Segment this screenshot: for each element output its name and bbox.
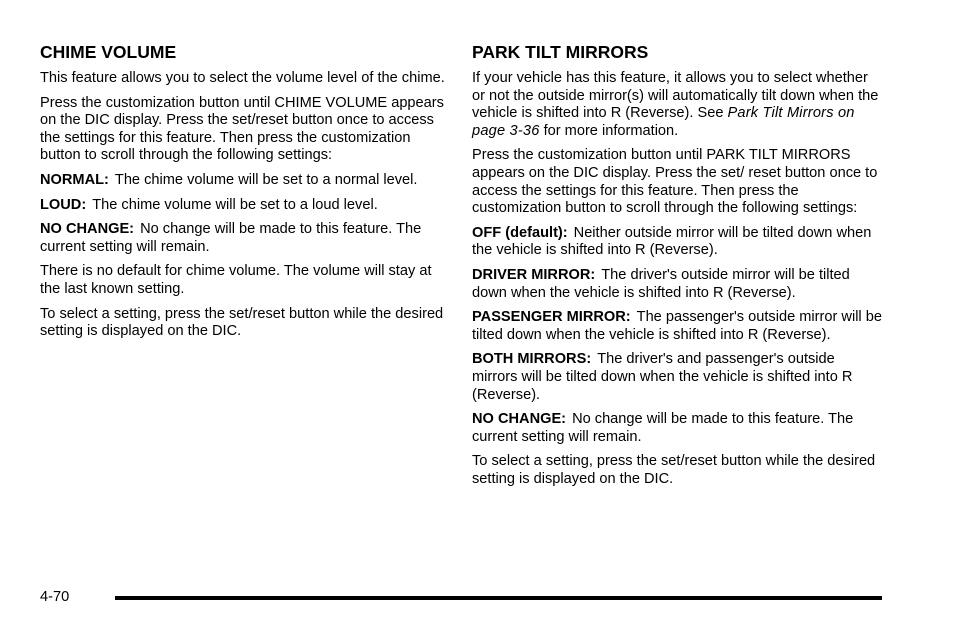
park-tilt-closing: To select a setting, press the set/reset button while the desired setting is displayed on the DIC. (472, 453, 876, 487)
section-heading-chime-volume: CHIME VOLUME (40, 42, 177, 62)
option-term: PASSENGER MIRROR: (472, 309, 631, 326)
intro-text: If your vehicle has this feature, it allows you to select whether or not the outside mirror(s) will automatically tilt down when the vehicle is shifted into R (Reverse). See (472, 70, 879, 122)
option-text: The chime volume will be set to a normal level. (114, 171, 418, 188)
option-text: The passenger's outside mirror will be tilted down when the vehicle is shifted into R (Reverse). (472, 309, 882, 343)
option-text: No change will be made to this feature. The current setting will remain. (40, 221, 422, 255)
option-no-change (40, 221, 448, 256)
option-loud (40, 197, 448, 215)
chime-volume-instructions: Press the customization button until CHIME VOLUME appears on the DIC display. Press the set/reset button once to access the settings for this feature. Then press the customization button to scroll through the following settings: (40, 94, 444, 164)
right-column (472, 40, 882, 495)
option-term: NO CHANGE: (40, 221, 135, 238)
page-number: 4-70 (40, 589, 70, 605)
park-tilt-instructions: Press the customization button until PARK TILT MIRRORS appears on the DIC display. Press the set/ reset button once to access the settings for this feature. Then press the customization button to scroll through the following settings: (472, 147, 878, 217)
option-text: The chime volume will be set to a loud level. (92, 196, 378, 213)
option-no-change (472, 411, 882, 446)
option-both-mirrors (472, 351, 882, 404)
footer-divider (115, 596, 882, 600)
option-off-default (472, 225, 882, 260)
option-text: The driver's outside mirror will be tilted down when the vehicle is shifted into R (Reverse). (472, 266, 850, 301)
chime-volume-intro: This feature allows you to select the volume level of the chime. (40, 70, 445, 86)
section-heading-park-tilt-mirrors: PARK TILT MIRRORS (472, 42, 649, 62)
chime-volume-closing: To select a setting, press the set/reset button while the desired setting is displayed on the DIC. (40, 305, 444, 340)
intro-text-end: for more information. (539, 122, 679, 139)
option-normal (40, 172, 448, 190)
option-term: OFF (default): (472, 224, 568, 241)
option-term: DRIVER MIRROR: (472, 266, 596, 283)
option-term: LOUD: (40, 196, 87, 213)
option-term: NO CHANGE: (472, 411, 567, 428)
option-text: No change will be made to this feature. The current setting will remain. (472, 411, 854, 445)
option-term: BOTH MIRRORS: (472, 351, 592, 368)
park-tilt-intro (472, 70, 882, 140)
left-column (40, 40, 448, 348)
option-term: NORMAL: (40, 171, 109, 188)
option-text: The driver's and passenger's outside mirrors will be tilted down when the vehicle is shifted into R (Reverse). (472, 351, 853, 403)
option-text: Neither outside mirror will be tilted down when the vehicle is shifted into R (Reverse). (472, 224, 872, 259)
page-reference-link[interactable]: Park Tilt Mirrors on page 3-36 (472, 105, 855, 139)
option-passenger-mirror (472, 309, 882, 344)
option-driver-mirror (472, 267, 882, 302)
chime-volume-note: There is no default for chime volume. The volume will stay at the last known setting. (40, 263, 432, 297)
